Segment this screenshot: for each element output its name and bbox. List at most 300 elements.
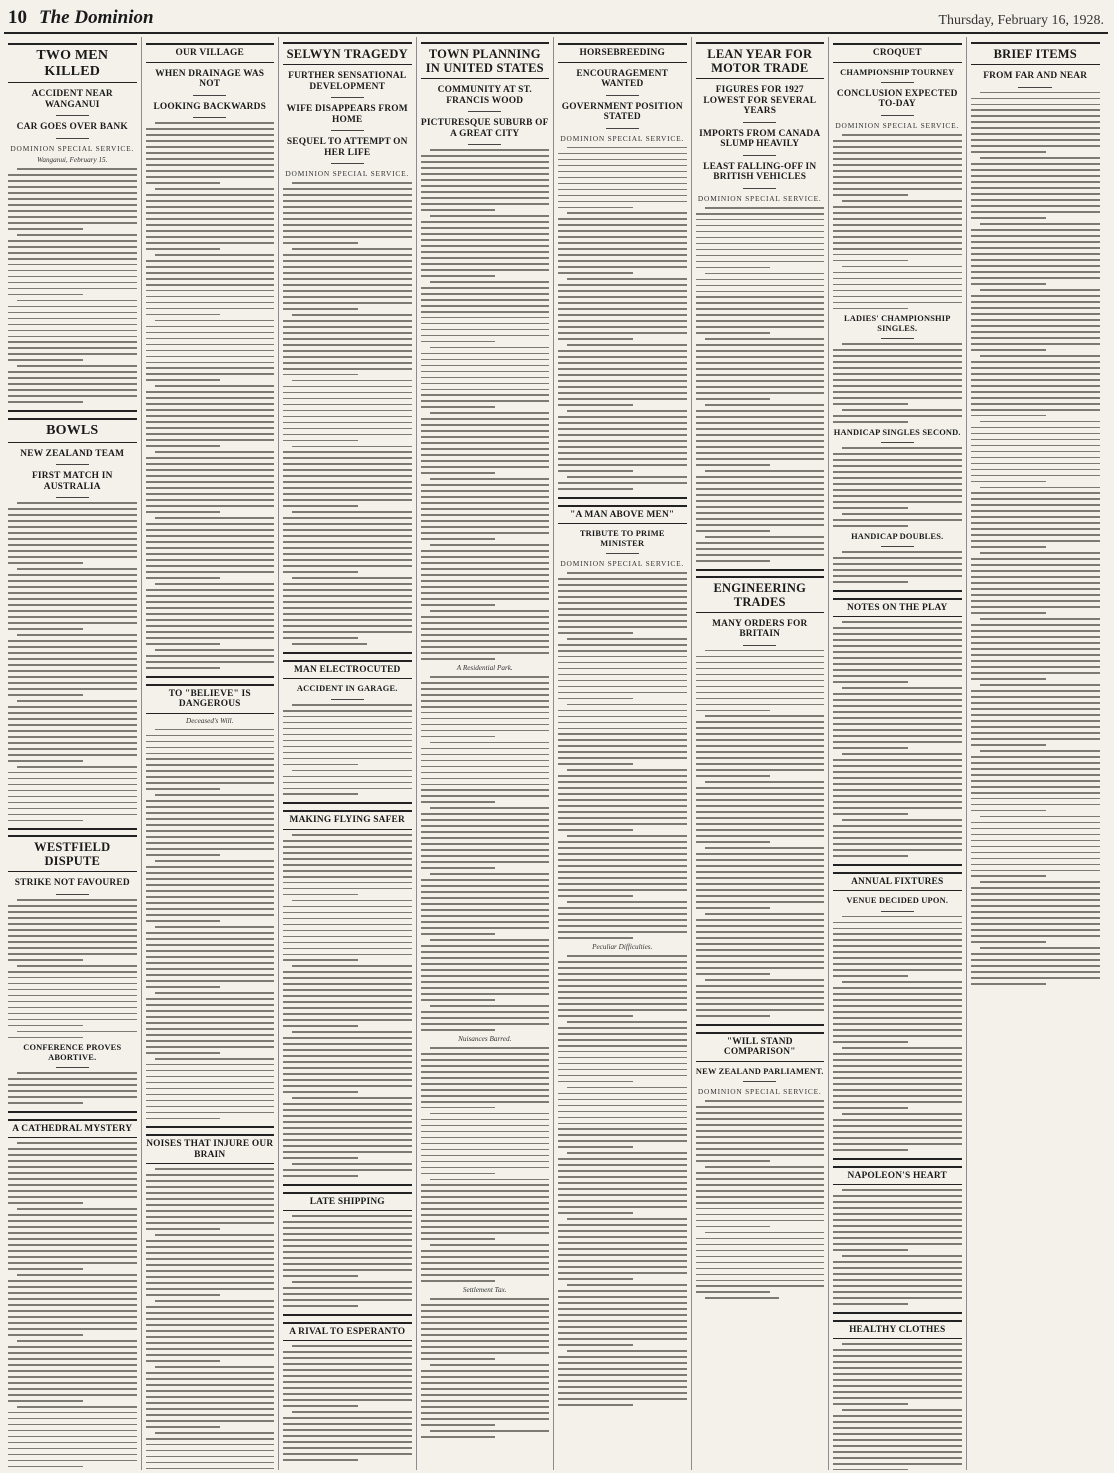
text-line [421,598,550,600]
text-line [421,1095,550,1097]
text-line [146,469,275,471]
text-line [146,1318,275,1320]
text-line [696,763,825,765]
text-line [146,1342,275,1344]
text-line [971,977,1101,979]
text-line [430,939,550,941]
text-line [155,1432,275,1434]
text-line [8,1178,137,1180]
text-line [8,917,137,919]
text-line [696,889,825,891]
text-line [842,981,962,983]
text-line [705,913,825,915]
text-line [558,1057,687,1059]
text-line [430,807,550,809]
text-line [558,1344,633,1346]
text-line [146,667,221,669]
text-line [146,302,275,304]
text-line [696,326,825,328]
text-line [421,394,550,396]
text-line [558,1093,687,1095]
text-line [155,1300,275,1302]
text-line [833,1297,962,1299]
text-line [696,710,771,712]
text-line [696,249,825,251]
text-line [146,1390,275,1392]
text-line [980,92,1101,94]
text-line [833,1237,962,1239]
text-line [558,290,687,292]
text-line [558,716,687,718]
text-line [283,989,412,991]
text-line [558,416,687,418]
text-line [558,386,687,388]
text-line [971,744,1046,746]
text-line [421,1023,550,1025]
text-line [558,1045,687,1047]
text-line [283,529,412,531]
text-line [292,965,412,967]
text-line [283,224,412,226]
text-line [421,861,550,863]
text-line [283,338,412,340]
text-line [8,1190,137,1192]
text-line [558,392,687,394]
text-line [421,1155,550,1157]
text-line [833,663,962,665]
text-line [705,338,825,340]
text-line [8,995,137,997]
text-line [971,738,1101,740]
text-line [8,294,83,296]
text-line [146,272,275,274]
text-line [283,1157,358,1159]
text-line [146,571,275,573]
text-line [558,1039,687,1041]
byline: DOMINION SPECIAL SERVICE. [560,558,685,568]
text-line [558,596,687,598]
text-line [421,329,550,331]
text-line [421,592,550,594]
text-line [558,632,633,634]
text-line [421,1065,550,1067]
text-line [146,1094,275,1096]
text-line [430,281,550,283]
text-line [833,152,962,154]
text-line [146,866,275,868]
text-line [558,871,687,873]
text-line [696,500,825,502]
text-line [558,284,687,286]
text-line [971,319,1101,321]
text-line [833,681,908,683]
text-line [283,936,412,938]
text-line [696,1118,825,1120]
text-line [696,871,825,873]
text-line [971,654,1101,656]
text-line [421,622,550,624]
column-6 [692,37,830,1470]
article-body [421,676,550,1031]
text-line [842,134,962,136]
text-line [971,259,1101,261]
text-line [421,921,550,923]
text-line [146,1082,275,1084]
text-line [146,776,275,778]
text-line [17,1072,137,1074]
text-line [696,225,825,227]
text-line [421,927,550,929]
text-line [971,953,1101,955]
text-line [833,993,962,995]
text-line [558,787,687,789]
text-line [421,700,550,702]
text-line [696,1285,825,1287]
text-line [8,1184,137,1186]
text-line [833,1379,962,1381]
text-line [558,380,687,382]
text-line [558,997,687,999]
text-line [146,1198,275,1200]
text-line [155,517,275,519]
text-line [421,1119,550,1121]
text-line [971,349,1046,351]
text-line [146,1360,221,1362]
text-line [971,714,1101,716]
text-line [558,626,687,628]
text-line [558,883,687,885]
text-line [558,224,687,226]
text-line [421,1232,550,1234]
text-line [842,266,962,268]
text-line [842,1047,962,1049]
text-line [421,359,550,361]
text-line [971,205,1101,207]
text-line [971,139,1101,141]
text-line [146,523,275,525]
text-line [558,482,687,484]
text-line [421,197,550,199]
headline: MAN ELECTROCUTED [283,660,412,680]
text-line [283,332,412,334]
byline: DOMINION SPECIAL SERVICE. [835,121,960,130]
text-line [8,532,137,534]
text-line [146,553,275,555]
text-line [146,1100,275,1102]
text-line [833,765,962,767]
text-line [421,484,550,486]
headline: MAKING FLYING SAFER [283,810,412,830]
text-line [283,1145,412,1147]
text-line [8,989,137,991]
text-line [558,266,687,268]
text-line [421,586,550,588]
text-line [283,463,412,465]
text-line [971,780,1101,782]
text-line [833,1029,962,1031]
text-line [8,252,137,254]
text-line [283,451,412,453]
text-line [8,688,137,690]
text-line [146,1312,275,1314]
text-line [971,624,1101,626]
text-line [421,915,550,917]
text-line [283,1405,358,1407]
text-line [283,1121,412,1123]
text-line [17,1208,137,1210]
text-line [155,992,275,994]
text-line [971,822,1101,824]
article-body [283,834,412,1177]
text-line [971,690,1101,692]
text-line [696,243,825,245]
text-line [696,973,771,975]
text-line [283,326,412,328]
text-line [833,1225,962,1227]
subheadline: SEQUEL TO ATTEMPT ON HER LIFE [286,137,408,158]
article-divider [8,828,137,830]
text-line [430,149,550,151]
text-line [155,1234,275,1236]
text-line [833,575,962,577]
text-line [696,291,825,293]
headline: ANNUAL FIXTURES [833,872,962,892]
article-body [421,1047,550,1282]
text-line [8,1019,137,1021]
text-line [971,582,1101,584]
text-line [558,1320,687,1322]
text-line [833,711,962,713]
text-line [971,708,1101,710]
text-line [833,415,962,417]
text-line [421,897,550,899]
text-line [696,1009,825,1011]
text-line [567,1152,687,1154]
text-line [696,1003,825,1005]
text-line [146,421,275,423]
text-line [146,601,275,603]
text-line [971,109,1101,111]
headline-rule [743,188,776,189]
text-line [558,338,633,340]
text-line [558,1290,687,1292]
text-line [971,193,1101,195]
text-line [696,1214,825,1216]
text-line [146,529,275,531]
text-line [283,1019,412,1021]
article-body [283,1215,412,1307]
text-line [283,374,358,376]
text-line [17,300,137,302]
text-line [421,1059,550,1061]
text-line [980,684,1101,686]
text-line [558,189,687,191]
text-line [421,1089,550,1091]
text-line [421,1436,496,1438]
text-line [980,157,1101,159]
text-line [421,1418,550,1420]
text-line [558,201,687,203]
text-line [833,1125,962,1127]
text-line [833,723,962,725]
text-line [146,1246,275,1248]
text-line [421,604,496,606]
text-line [833,188,962,190]
text-line [558,1123,687,1125]
text-line [421,287,550,289]
text-line [421,849,550,851]
text-line [971,917,1101,919]
text-line [421,1208,550,1210]
text-line [146,1180,275,1182]
text-line [971,648,1101,650]
text-line [146,625,275,627]
text-line [421,616,550,618]
text-line [292,248,412,250]
text-line [283,1001,412,1003]
text-line [283,1043,412,1045]
text-line [833,939,962,941]
text-line [292,446,412,448]
text-line [421,640,550,642]
text-line [971,409,1101,411]
text-line [146,1258,275,1260]
text-line [8,820,83,822]
text-line [833,729,962,731]
text-line [833,922,962,924]
text-line [8,808,137,810]
text-line [8,246,137,248]
text-line [283,1435,412,1437]
text-line [833,206,962,208]
text-line [696,362,825,364]
text-line [146,1174,275,1176]
text-line [421,353,550,355]
headline-rule [606,95,639,96]
text-line [842,687,962,689]
text-line [283,971,412,973]
text-line [421,400,550,402]
column-2 [142,37,280,1470]
text-line [971,600,1101,602]
text-line [696,428,825,430]
text-line [421,1358,496,1360]
text-line [283,212,412,214]
text-line [558,350,687,352]
text-line [567,278,687,280]
text-line [8,1202,83,1204]
text-line [8,1148,137,1150]
text-line [833,633,962,635]
text-line [8,646,137,648]
text-line [421,1406,550,1408]
text-line [567,1350,687,1352]
text-line [8,718,137,720]
text-line [283,852,412,854]
text-line [696,943,825,945]
text-line [283,266,412,268]
text-line [833,735,962,737]
text-line [971,325,1101,327]
text-line [8,336,137,338]
text-line [558,889,687,891]
text-line [421,951,550,953]
article-body [283,704,412,796]
text-line [558,1117,687,1119]
text-line [558,1194,687,1196]
text-line [283,386,412,388]
text-line [833,563,962,565]
text-line [696,398,771,400]
text-line [421,778,550,780]
text-line [558,470,633,472]
headline-rule [743,645,776,646]
text-line [558,1188,687,1190]
text-line [833,1385,962,1387]
text-line [971,558,1101,560]
text-line [421,466,550,468]
text-line [558,1111,687,1113]
subheadline: NEW ZEALAND TEAM [20,448,125,459]
text-line [283,716,412,718]
text-line [146,577,221,579]
headline-rule [56,138,89,139]
text-line [146,637,275,639]
text-line [696,698,825,700]
text-line [283,1269,412,1271]
text-line [696,1124,825,1126]
text-line [971,786,1101,788]
text-line [696,350,825,352]
text-line [696,422,825,424]
text-line [283,1175,358,1177]
text-line [283,888,412,890]
text-line [146,278,275,280]
text-line [8,1304,137,1306]
text-line [696,416,825,418]
text-line [833,1361,962,1363]
text-line [283,487,412,489]
text-line [833,260,908,262]
text-line [558,326,687,328]
text-line [567,955,687,957]
subheadline: NEW ZEALAND PARLIAMENT. [695,1066,824,1076]
text-line [8,724,137,726]
text-line [833,783,962,785]
text-line [146,1408,275,1410]
text-line [971,121,1101,123]
text-line [833,1213,962,1215]
text-line [558,1134,687,1136]
text-line [558,710,687,712]
text-line [558,620,687,622]
text-line [421,275,496,277]
text-line [146,433,275,435]
text-line [421,1322,550,1324]
text-line [842,1255,962,1257]
text-line [8,905,137,907]
headline-rule [743,122,776,123]
text-line [283,517,412,519]
headline: ENGINEERING TRADES [696,576,825,613]
text-line [696,279,825,281]
text-line [833,1367,962,1369]
text-line [558,907,687,909]
text-line [833,501,962,503]
text-line [146,152,275,154]
text-line [146,914,275,916]
text-line [971,235,1101,237]
